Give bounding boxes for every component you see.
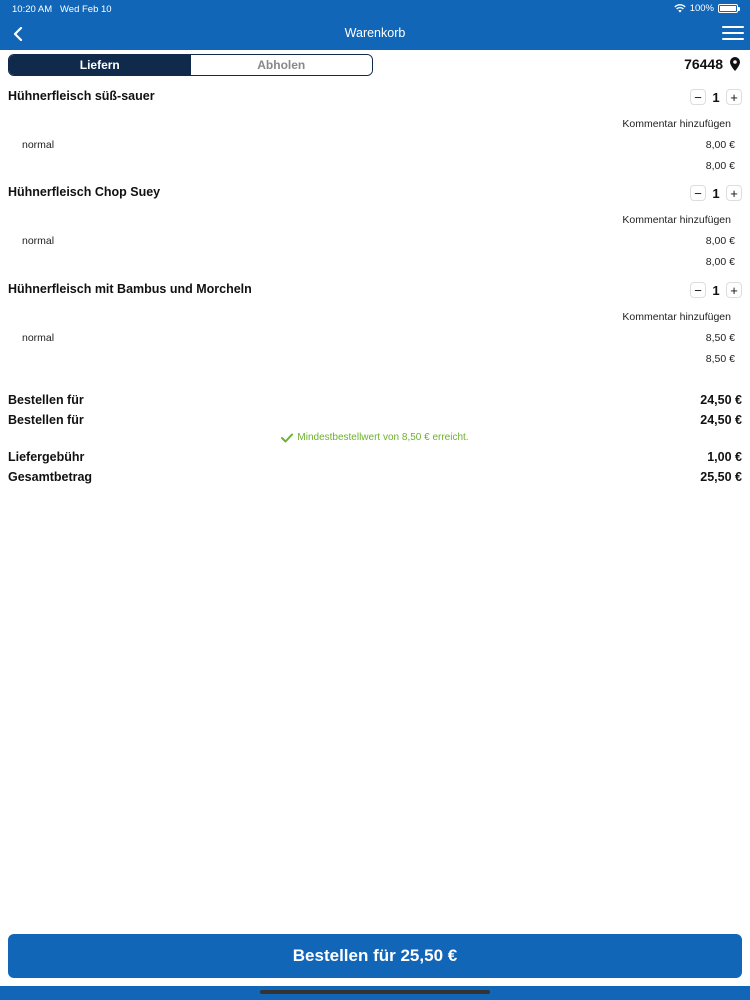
order-value-row xyxy=(0,413,750,429)
item-quantity: 1 xyxy=(712,282,720,298)
total-value: 25,50 € xyxy=(700,470,742,484)
top-bar xyxy=(0,0,750,50)
min-order-text: Mindestbestellwert von 8,50 € erreicht. xyxy=(297,432,469,443)
delivery-fee-row xyxy=(0,450,750,466)
item-variant: normal xyxy=(22,332,55,344)
line-price: 8,00 € xyxy=(705,256,735,268)
decrease-button[interactable]: − xyxy=(690,282,706,298)
hamburger-icon xyxy=(722,26,744,28)
increase-button[interactable]: + xyxy=(726,89,742,105)
tab-deliver[interactable]: Liefern xyxy=(9,55,191,75)
variant-price: 8,50 € xyxy=(705,332,735,344)
variant-price: 8,00 € xyxy=(705,139,735,151)
order-value-value: 24,50 € xyxy=(700,413,742,427)
item-name: Hühnerfleisch süß-sauer xyxy=(8,89,155,103)
zip-code: 76448 xyxy=(684,56,723,72)
quantity-stepper xyxy=(690,185,742,201)
place-order-button[interactable]: Bestellen für 25,50 € xyxy=(8,934,742,978)
decrease-button[interactable]: − xyxy=(690,89,706,105)
line-price: 8,00 € xyxy=(705,160,735,172)
status-date: Wed Feb 10 xyxy=(60,4,112,15)
item-name: Hühnerfleisch Chop Suey xyxy=(8,185,161,199)
quantity-stepper xyxy=(690,282,742,298)
cart-item xyxy=(0,282,750,378)
quantity-stepper xyxy=(690,89,742,105)
min-order-message xyxy=(0,432,750,443)
wifi-icon xyxy=(674,4,686,13)
tab-pickup[interactable]: Abholen xyxy=(191,55,373,75)
battery-icon xyxy=(718,4,738,13)
home-indicator xyxy=(260,990,490,994)
increase-button[interactable]: + xyxy=(726,282,742,298)
item-quantity: 1 xyxy=(712,185,720,201)
total-label: Gesamtbetrag xyxy=(8,470,93,484)
add-comment-link[interactable]: Kommentar hinzufügen xyxy=(622,118,731,130)
item-variant: normal xyxy=(22,235,55,247)
increase-button[interactable]: + xyxy=(726,185,742,201)
menu-button[interactable] xyxy=(722,24,744,42)
item-name: Hühnerfleisch mit Bambus und Morcheln xyxy=(8,282,252,296)
subtotal-label: Bestellen für xyxy=(8,393,84,407)
status-bar xyxy=(0,0,750,18)
delivery-mode-toggle xyxy=(8,54,373,76)
item-variant: normal xyxy=(22,139,55,151)
variant-price: 8,00 € xyxy=(705,235,735,247)
cart-item xyxy=(0,185,750,281)
add-comment-link[interactable]: Kommentar hinzufügen xyxy=(622,214,731,226)
subtotal-value: 24,50 € xyxy=(700,393,742,407)
nav-row xyxy=(0,18,750,50)
battery-percent: 100% xyxy=(689,3,714,14)
line-price: 8,50 € xyxy=(705,353,735,365)
status-time: 10:20 AM xyxy=(12,4,53,15)
zip-location[interactable] xyxy=(684,56,740,72)
page-title: Warenkorb xyxy=(344,26,406,40)
subtotal-row xyxy=(0,393,750,409)
delivery-fee-value: 1,00 € xyxy=(707,450,742,464)
add-comment-link[interactable]: Kommentar hinzufügen xyxy=(622,311,731,323)
total-row xyxy=(0,470,750,486)
status-right xyxy=(674,3,738,14)
order-value-label: Bestellen für xyxy=(8,413,84,427)
cart-item xyxy=(0,89,750,185)
checkmark-icon xyxy=(281,433,293,443)
item-quantity: 1 xyxy=(712,89,720,105)
decrease-button[interactable]: − xyxy=(690,185,706,201)
delivery-fee-label: Liefergebühr xyxy=(8,450,85,464)
location-pin-icon xyxy=(730,57,740,71)
